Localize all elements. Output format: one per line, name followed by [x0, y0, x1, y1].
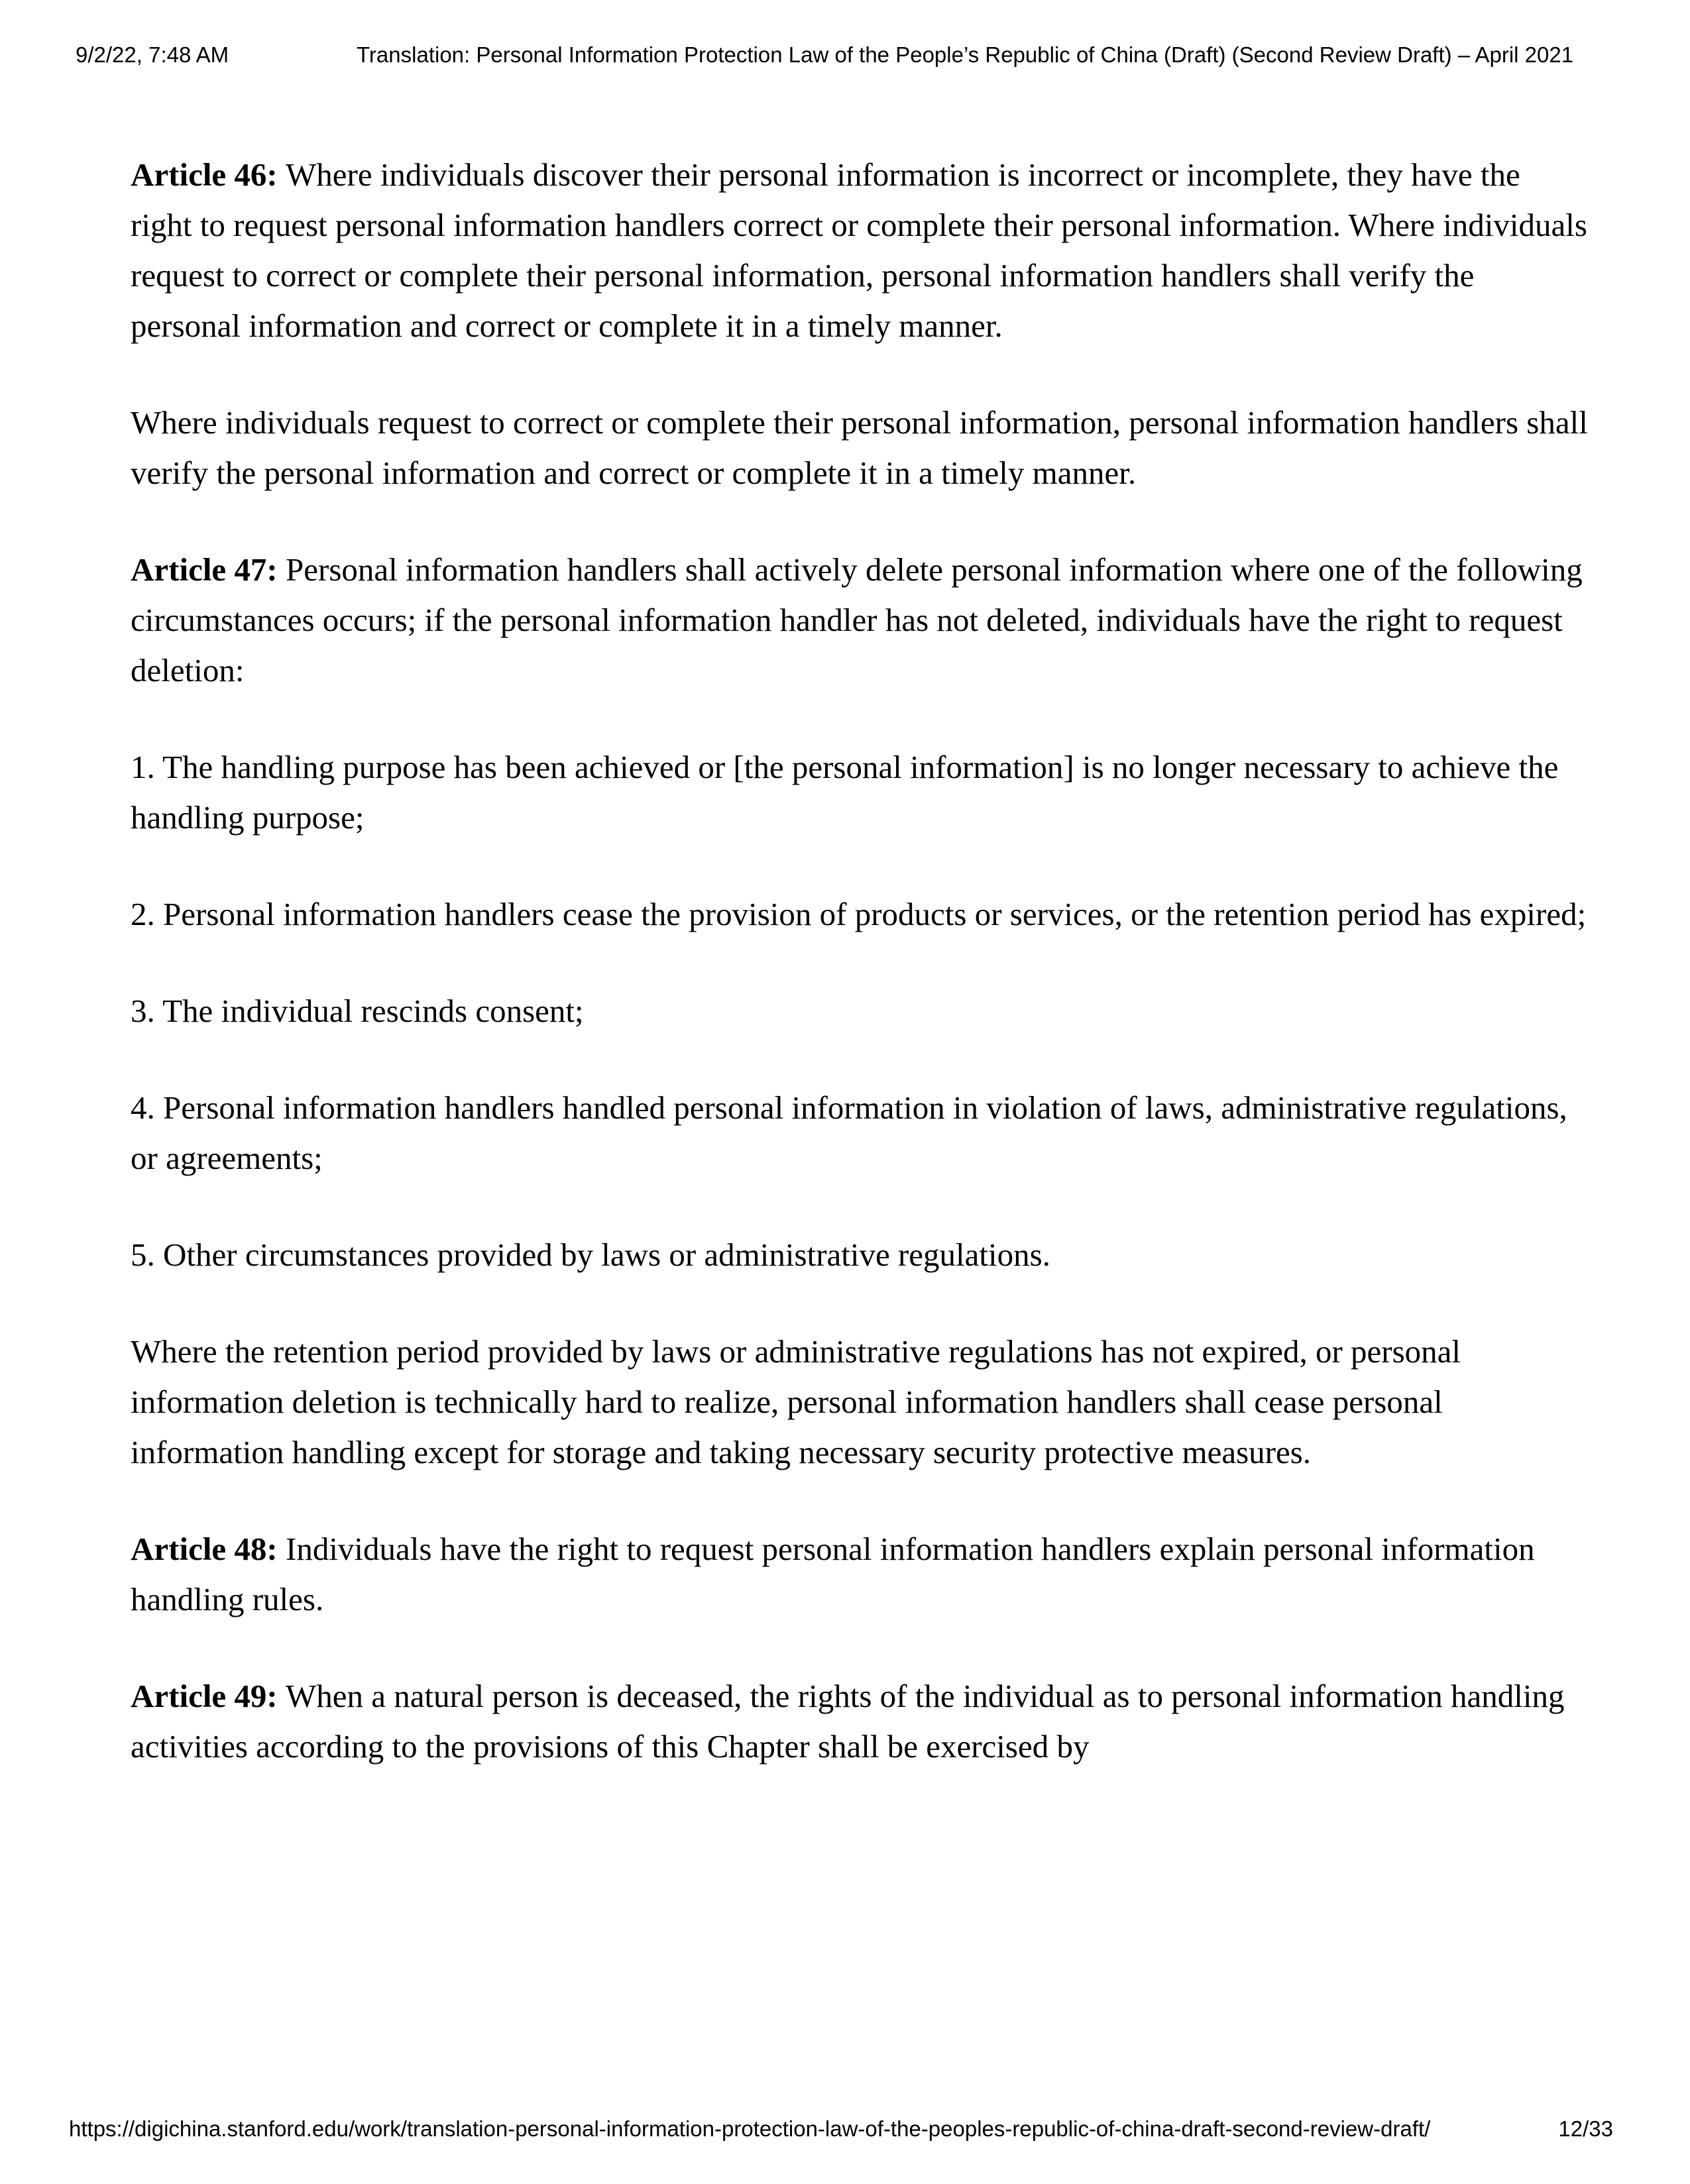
paragraph-text: Where individuals request to correct or complete their personal information, personal information handlers shall verify the personal information and correct or complete it in a timely manner. [131, 404, 1588, 491]
paragraph-text: 1. The handling purpose has been achieved or [the personal information] is no longer necessary to achieve the handling purpose; [131, 749, 1559, 836]
paragraph [131, 1327, 1589, 1478]
print-doc-title: Translation: Personal Information Protection Law of the People’s Republic of China (Draft) (Second Review Draft) – April 2021 [357, 42, 1574, 67]
paragraph [131, 1083, 1589, 1183]
paragraph-text: Personal information handlers shall actively delete personal information where one of the following circumstances occurs; if the personal information handler has not deleted, individuals have the right to request deletion: [131, 551, 1583, 688]
paragraph [131, 398, 1589, 498]
paragraph [131, 1524, 1589, 1625]
paragraph-text: 2. Personal information handlers cease the provision of products or services, or the retention period has expired; [131, 896, 1587, 932]
article-label: Article 47: [131, 551, 286, 588]
paragraph [131, 1230, 1589, 1280]
paragraph-text: Individuals have the right to request personal information handlers explain personal information handling rules. [131, 1531, 1535, 1617]
document-body [131, 0, 1589, 1818]
page-number: 12/33 [1558, 2116, 1613, 2141]
paragraph [131, 986, 1589, 1036]
paragraph-text: When a natural person is deceased, the rights of the individual as to personal information handling activities according to the provisions of this Chapter shall be exercised by [131, 1678, 1565, 1765]
paragraph [131, 150, 1589, 351]
paragraph-text: 5. Other circumstances provided by laws or administrative regulations. [131, 1236, 1050, 1273]
source-url: https://digichina.stanford.edu/work/translation-personal-information-protection-law-of-the-peoples-republic-of-china-draft-second-review-draft/ [69, 2116, 1431, 2141]
article-label: Article 48: [131, 1531, 286, 1567]
paragraph [131, 545, 1589, 696]
paragraph-text: 4. Personal information handlers handled personal information in violation of laws, administrative regulations, or agreements; [131, 1089, 1567, 1176]
paragraph [131, 889, 1589, 940]
paragraph-text: Where individuals discover their personal information is incorrect or incomplete, they have the right to request personal information handlers correct or complete their personal information. Where individuals request to correct or complete their personal information, personal information handlers shall verify the personal information and correct or complete it in a timely manner. [131, 156, 1587, 344]
paragraph [131, 1671, 1589, 1772]
print-footer [0, 2115, 1690, 2143]
paragraph-text: Where the retention period provided by laws or administrative regulations has not expired, or personal information deletion is technically hard to realize, personal information handlers shall cease personal information handling except for storage and taking necessary security protective measures. [131, 1333, 1461, 1470]
paragraph [131, 742, 1589, 843]
article-label: Article 49: [131, 1678, 286, 1714]
article-label: Article 46: [131, 156, 286, 193]
paragraph-text: 3. The individual rescinds consent; [131, 993, 584, 1029]
print-datetime: 9/2/22, 7:48 AM [76, 42, 229, 67]
